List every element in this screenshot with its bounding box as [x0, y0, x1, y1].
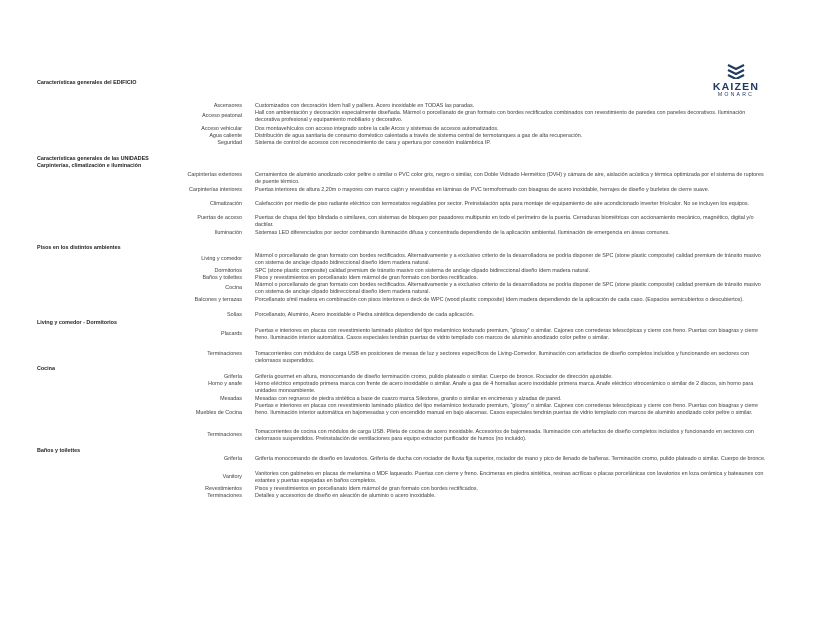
spec-row [37, 351, 767, 365]
spec-row [37, 133, 767, 140]
spec-row [37, 471, 767, 485]
brand-subname: MONARC [717, 92, 755, 98]
section-title-pisos: Pisos en los distintos ambientes [37, 245, 121, 251]
spec-label: Vanitory [222, 474, 242, 481]
spec-label: Placards [221, 331, 242, 338]
spec-description: Tomacorrientes de cocina con módulos de carga USB. Pileta de cocina de acero inoxidable. Accesorios de bajomesada. Iluminación con artefactos de diseño completos incluidos y funcionando en sectores con cielorrasos suspendidos. Preinstalación de ventilaciones para equipo extractor purificador de humos (no incluido). [255, 429, 754, 442]
spec-label: Mesadas [220, 396, 242, 402]
spec-row [37, 215, 767, 229]
spec-label: Horno y anafe [208, 381, 242, 387]
spec-row [37, 172, 767, 186]
spec-row [37, 110, 767, 124]
section-title-living: Living y comedor - Dormitorios [37, 320, 117, 326]
spec-description: Puertas de chapa del tipo blindada o similares, con sistemas de bloqueo por pasadores multipunto en todo el perímetro de la puerta. Cerraduras biométricas con accionamiento mecánico, magnético, digital y/o dactilar. [255, 215, 754, 228]
spec-description: Sistemas LED diferenciados por sector combinando iluminación difusa y concentrada dependiendo de la aplicación ambiental. Iluminación de emergencia en áreas comunes. [255, 230, 670, 236]
spec-row [37, 140, 767, 147]
spec-description: Distribución de agua sanitaria de consumo doméstico calentada a través de sistema central de termotanques a gas de alta recuperación. [255, 133, 583, 139]
spec-label: Ascensores [213, 103, 242, 109]
spec-label: Puertas de acceso [197, 215, 242, 221]
spec-row [37, 103, 767, 110]
spec-row [37, 297, 767, 304]
spec-label: Balcones y terrazas [194, 297, 242, 303]
spec-description: Puertas interiores de altura 2,20m o mayores con marco cajón y revestidas en láminas de PVC termoformado con bisagras de acero inoxidable, herrajes de diseño y burletes de cierre suave. [255, 187, 710, 193]
spec-description: Porcellanato, Aluminio, Acero inoxidable o Piedra sintética dependiendo de cada aplicación. [255, 312, 475, 318]
spec-row [37, 374, 767, 381]
spec-description: Customizados con decoración ídem hall y palliers. Acero inoxidable en TODAS las paradas. [255, 103, 475, 109]
spec-label: Carpinterías exteriores [187, 172, 242, 178]
spec-description: Cerramientos de aluminio anodizado color peltre o similar o PVC color gris, negro o similar, con Doble Vidriado Hermético (DVH) y cámara de aire, aislación acústica y térmica optimizada por el sistema de ruptores de puente térmico. [255, 172, 764, 185]
section-subtitle-unidades: Carpinterías, climatización e iluminación [37, 162, 142, 169]
section-title-banos: Baños y toilettes [37, 448, 81, 454]
spec-description: Mármol o porcellanato de gran formato con bordes rectificados. Alternativamente y a exclusivo criterio de la desarrolladora se podría disponer de SPC (stone plastic composite) calidad premium de tránsito masivo con sistema de anclaje clipado bidireccional diseño ídem madera natural. [255, 253, 761, 266]
spec-row [37, 126, 767, 133]
spec-label: Terminaciones [207, 493, 242, 499]
spec-label: Living y comedor [201, 256, 242, 263]
spec-description: Mármol o porcellanato de gran formato con bordes rectificados. Alternativamente y a exclusivo criterio de la desarrolladora se podría disponer de SPC (stone plastic composite) calidad premium de tránsito masivo con sistema de anclaje clipado bidireccional diseño ídem madera natural. [255, 282, 761, 295]
brand-name: KAIZEN [712, 81, 760, 93]
spec-description: Hall con ambientación y decoración especialmente diseñada. Mármol o porcellanato de gran formato con bordes rectificados combinados con revestimiento de paredes con paneles decorativos. Iluminación decorativa profesional y equipamiento mobiliario y decorativo. [255, 110, 746, 123]
spec-row [37, 201, 767, 208]
spec-row [37, 429, 767, 443]
spec-label: Dormitorios [214, 268, 242, 274]
spec-description: Detalles y accesorios de diseño en aleación de aluminio o acero inoxidable. [255, 493, 436, 499]
brand-logo [706, 64, 766, 98]
spec-row [37, 328, 767, 342]
spec-row [37, 187, 767, 194]
section-title-edificio: Características generales del EDIFICIO [37, 80, 137, 86]
spec-row [37, 381, 767, 395]
spec-label: Muebles de Cocina [195, 409, 242, 416]
spec-description: Tomacorrientes con módulos de carga USB en posiciones de mesas de luz y sectores específicos de Living-Comedor. Iluminación con artefactos de diseño completos incluidos y funcionando en sectores con cielorrasos suspendidos. [255, 351, 750, 364]
spec-label: Carpinterías interiores [188, 187, 242, 193]
spec-row [37, 275, 767, 282]
spec-row [37, 486, 767, 493]
spec-row [37, 253, 767, 267]
spec-label: Terminaciones [207, 351, 242, 357]
spec-row [37, 282, 767, 296]
spec-description: Dos montavehículos con acceso integrado sobre la calle Arcos y sistemas de accesos automatizados. [255, 126, 499, 132]
spec-label: Seguridad [217, 140, 242, 146]
section-title-unidades: Características generales de las UNIDADES [37, 156, 149, 162]
spec-description: Calefacción por medio de piso radiante eléctrico con termostatos regulables por sector. Preinstalación apta para montaje de equipamiento de aire acondicionado inverter frío/calor. No se incluyen los equipos. [255, 201, 750, 207]
spec-label: Agua caliente [209, 133, 242, 139]
spec-description: Puertas e interiores en placas con revestimiento laminado plástico del tipo melamínico texturado premium, “glossy” o similar. Cajones con correderas telescópicas y cierre con freno. Puertas con bisagras y cierre freno. Iluminación interior automática. Casos especiales tendrán puertas de vidrio templado con marcos de aluminio anodizado color peltre o similar. [255, 328, 759, 341]
spec-row [37, 456, 767, 463]
section-title-cocina: Cocina [37, 366, 55, 372]
spec-description: Grifería gourmet en altura, monocomando de diseño terminación cromo, pulido plateado o similar. Cuerpo de bronce. Rociador de dirección ajustable. [255, 374, 613, 380]
spec-row [37, 230, 767, 237]
chevron-logo-icon [726, 64, 746, 79]
spec-description: Sistema de control de accesos con reconocimiento de cara y apertura por conexión inalámbrica IP. [255, 140, 491, 146]
spec-description: Horno eléctrico empotrado primera marca con frente de acero inoxidable o similar. Anafe a gas de 4 hornallas acero inoxidable primera marca. Anafe eléctrico vitrocerámico o similar de 2 discos, sin horno para unidades monoambiente. [255, 381, 754, 394]
spec-label: Iluminación [214, 230, 242, 236]
spec-label: Revestimientos [205, 486, 242, 492]
spec-description: Mesadas con regrueso de piedra sintética a base de cuarzo marca Silestone, granito o similar en encimeras y alzadas de pared. [255, 396, 562, 402]
spec-label: Terminaciones [207, 432, 242, 439]
spec-label: Baños y toilettes [202, 275, 242, 281]
spec-row [37, 403, 767, 417]
spec-description: Vanitories con gabinetes en placas de melamina o MDF laqueado. Puertas con cierre y freno. Encimeras en piedra sintética, resinas acrílicas o placas porcelánicas con lavatorios en loza cerámica y bateaunes con estantes y puertas espejadas en baños completos. [255, 471, 764, 484]
spec-label: Grifería [224, 374, 242, 380]
spec-row [37, 312, 767, 319]
spec-label: Cocina [225, 285, 242, 292]
spec-label: Climatización [209, 201, 242, 207]
spec-description: Pisos y revestimientos en porcellanato ídem mármol de gran formato con bordes rectificados. [255, 275, 478, 281]
spec-label: Grifería [224, 456, 242, 462]
spec-label: Acceso peatonal [202, 113, 242, 120]
spec-description: SPC (stone plastic composite) calidad premium de tránsito masivo con sistema de anclaje clipado bidireccional diseño ídem madera natural. [255, 268, 590, 274]
spec-description: Puertas e interiores en placas con revestimiento laminado plástico del tipo melamínico texturado premium, “glossy” o similar. Cajones con correderas telescópicas y cierre con freno. Puertas con bisagras y cierre freno. Iluminación interior automática en bajomesadas y con encendido manual en bajo alacenas. Casos especiales tendrán puertas de vidrio templado con marcos de aluminio anodizado color peltre o similar. [255, 403, 759, 416]
spec-description: Grifería monocomando de diseño en lavatorios. Grifería de ducha con rociador de lluvia fija superior, rociador de mano y pico de llenado de bañeras. Terminación cromo, pulido plateado o similar. Cuerpo de bronce. [255, 456, 766, 462]
spec-description: Pisos y revestimientos en porcellanato ídem mármol de gran formato con bordes rectificados. [255, 486, 478, 492]
spec-description: Porcellanato símil madera en combinación con pisos interiores o deck de WPC (wood plastic composite) ídem madera dependiendo de la aplicación de cada caso. (Espacios semicubiertos o descubiertos). [255, 297, 744, 303]
spec-row [37, 268, 767, 275]
spec-label: Acceso vehicular [201, 126, 242, 132]
spec-label: Solías [227, 312, 242, 318]
spec-row [37, 493, 767, 500]
spec-row [37, 396, 767, 403]
